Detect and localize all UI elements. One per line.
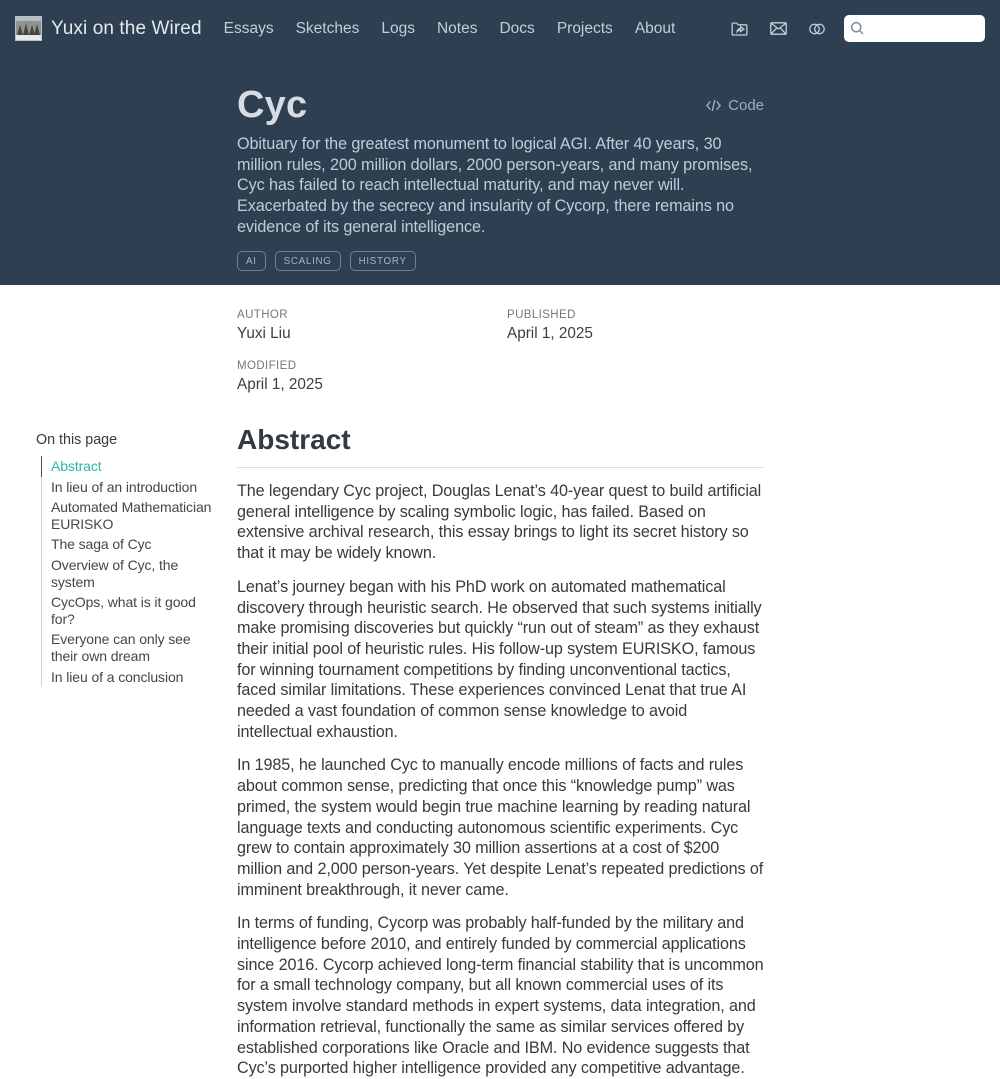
abstract-paragraph-4: In terms of funding, Cycorp was probably half-funded by the military and intelligence before 2010, and entirely funded by commercial applications since 2016. Cycorp achieved long-term financial stability that is uncommon for a small technology company, but all known commercial uses of its system involve standard methods in expert systems, data integration, and information retrieval, functionally the same as similar services offered by established corporations like Oracle and IBM. No evidence suggests that Cyc’s purported higher intelligence provided any competitive advantage. (237, 914, 764, 1078)
modified-value: April 1, 2025 (237, 376, 323, 393)
section-heading-abstract: Abstract (237, 424, 351, 455)
toc-item (42, 667, 219, 688)
tag-ai[interactable]: AI (237, 251, 266, 271)
tag-list (237, 251, 764, 271)
toc-link-everyone-can-only-see-their-own-dream[interactable]: Everyone can only see their own dream (51, 631, 191, 664)
toc-item (42, 555, 219, 592)
nav-item-about[interactable]: About (634, 19, 676, 37)
main-nav (213, 20, 687, 38)
toc-title: On this page (36, 432, 118, 448)
code-link[interactable] (705, 97, 764, 114)
navbar-tools (724, 14, 985, 44)
abstract-paragraph-2: Lenat’s journey began with his PhD work on automated mathematical discovery through heuristic search. He observed that such systems initially make promising discoveries but quickly “run out of steam” as they exhaust their initial pool of heuristic rules. His follow-up system EURISKO, famous for winning tournament competitions by finding unconventional tactics, faced similar limitations. These experiences convinced Lenat that true AI needed a vast foundation of common sense knowledge to avoid intellectual exhaustion. (237, 577, 762, 741)
meta-published (507, 309, 764, 343)
toc-link-the-saga-of-cyc[interactable]: The saga of Cyc (51, 536, 152, 553)
published-value: April 1, 2025 (507, 325, 593, 342)
toc-item (42, 497, 219, 534)
toc-link-automated-mathematician-eurisko[interactable]: Automated Mathematician EURISKO (51, 499, 212, 532)
meta-author (237, 309, 507, 343)
article-metadata (237, 309, 764, 394)
search-icon (849, 20, 866, 37)
envelope-icon[interactable] (763, 14, 793, 44)
banner-content (237, 83, 764, 271)
toc-item (42, 456, 219, 477)
nav-item-essays[interactable]: Essays (223, 19, 274, 37)
nav-item-projects[interactable]: Projects (556, 19, 613, 37)
code-slash-icon (705, 97, 722, 114)
toc-link-in-lieu-of-an-introduction[interactable]: In lieu of an introduction (51, 478, 198, 495)
toc-item (42, 592, 219, 629)
nav-item-notes[interactable]: Notes (436, 19, 478, 37)
site-title: Yuxi on the Wired (51, 17, 202, 39)
tag-history[interactable]: HISTORY (350, 251, 416, 271)
nav-item-sketches[interactable]: Sketches (295, 19, 360, 37)
abstract-paragraph-1: The legendary Cyc project, Douglas Lenat’s 40-year quest to build artificial general intelligence by scaling symbolic logic, has failed. Based on extensive archival research, this essay brings to light its secret history so that it may be widely known. (237, 482, 762, 563)
search-box (844, 15, 985, 42)
toc-item (42, 629, 219, 666)
heading-rule (237, 467, 764, 468)
search-input[interactable] (866, 15, 980, 42)
article-description: Obituary for the greatest monument to logical AGI. After 40 years, 30 million rules, 200 million dollars, 2000 person-years, and many promises, Cyc has failed to reach intellectual maturity, and may never will. Exacerbated by the secrecy and insularity of Cycorp, there remains no evidence of its general intelligence. (237, 135, 753, 236)
toc-link-cycops-what-is-it-good-for[interactable]: CycOps, what is it good for? (51, 594, 196, 627)
toc-item (42, 534, 219, 555)
brand-home-link[interactable] (15, 15, 202, 42)
code-link-label: Code (728, 96, 764, 114)
published-label: PUBLISHED (507, 309, 576, 321)
toc-link-abstract[interactable]: Abstract (41, 456, 219, 477)
toc-item (42, 477, 219, 498)
toc-sidebar (36, 432, 219, 687)
nav-item-docs[interactable]: Docs (499, 19, 535, 37)
author-label: AUTHOR (237, 309, 288, 321)
navbar (0, 0, 1000, 57)
toc-list (41, 456, 219, 687)
author-value: Yuxi Liu (237, 325, 291, 342)
toc-link-in-lieu-of-a-conclusion[interactable]: In lieu of a conclusion (51, 668, 184, 685)
site-logo-icon (15, 15, 42, 42)
abstract-paragraph-3: In 1985, he launched Cyc to manually encode millions of facts and rules about common sense, predicting that once this “knowledge pump” was primed, the system would begin true machine learning by reading natural language texts and conducting autonomous scientific experiments. Cyc grew to contain approximately 30 million assertions at a cost of $200 million and 2,000 person-years. Yet despite Lenat’s repeated predictions of imminent breakthrough, it never came. (237, 756, 764, 899)
meta-modified (237, 360, 507, 394)
theme-toggle-icon[interactable] (802, 14, 832, 44)
folder-symlink-icon[interactable] (724, 14, 754, 44)
modified-label: MODIFIED (237, 360, 297, 372)
article-body (237, 423, 764, 1079)
title-banner (0, 0, 1000, 285)
page-title: Cyc (237, 84, 308, 126)
toc-link-overview-of-cyc-the-system[interactable]: Overview of Cyc, the system (51, 556, 179, 590)
nav-item-logs[interactable]: Logs (381, 19, 415, 37)
tag-scaling[interactable]: SCALING (275, 251, 341, 271)
